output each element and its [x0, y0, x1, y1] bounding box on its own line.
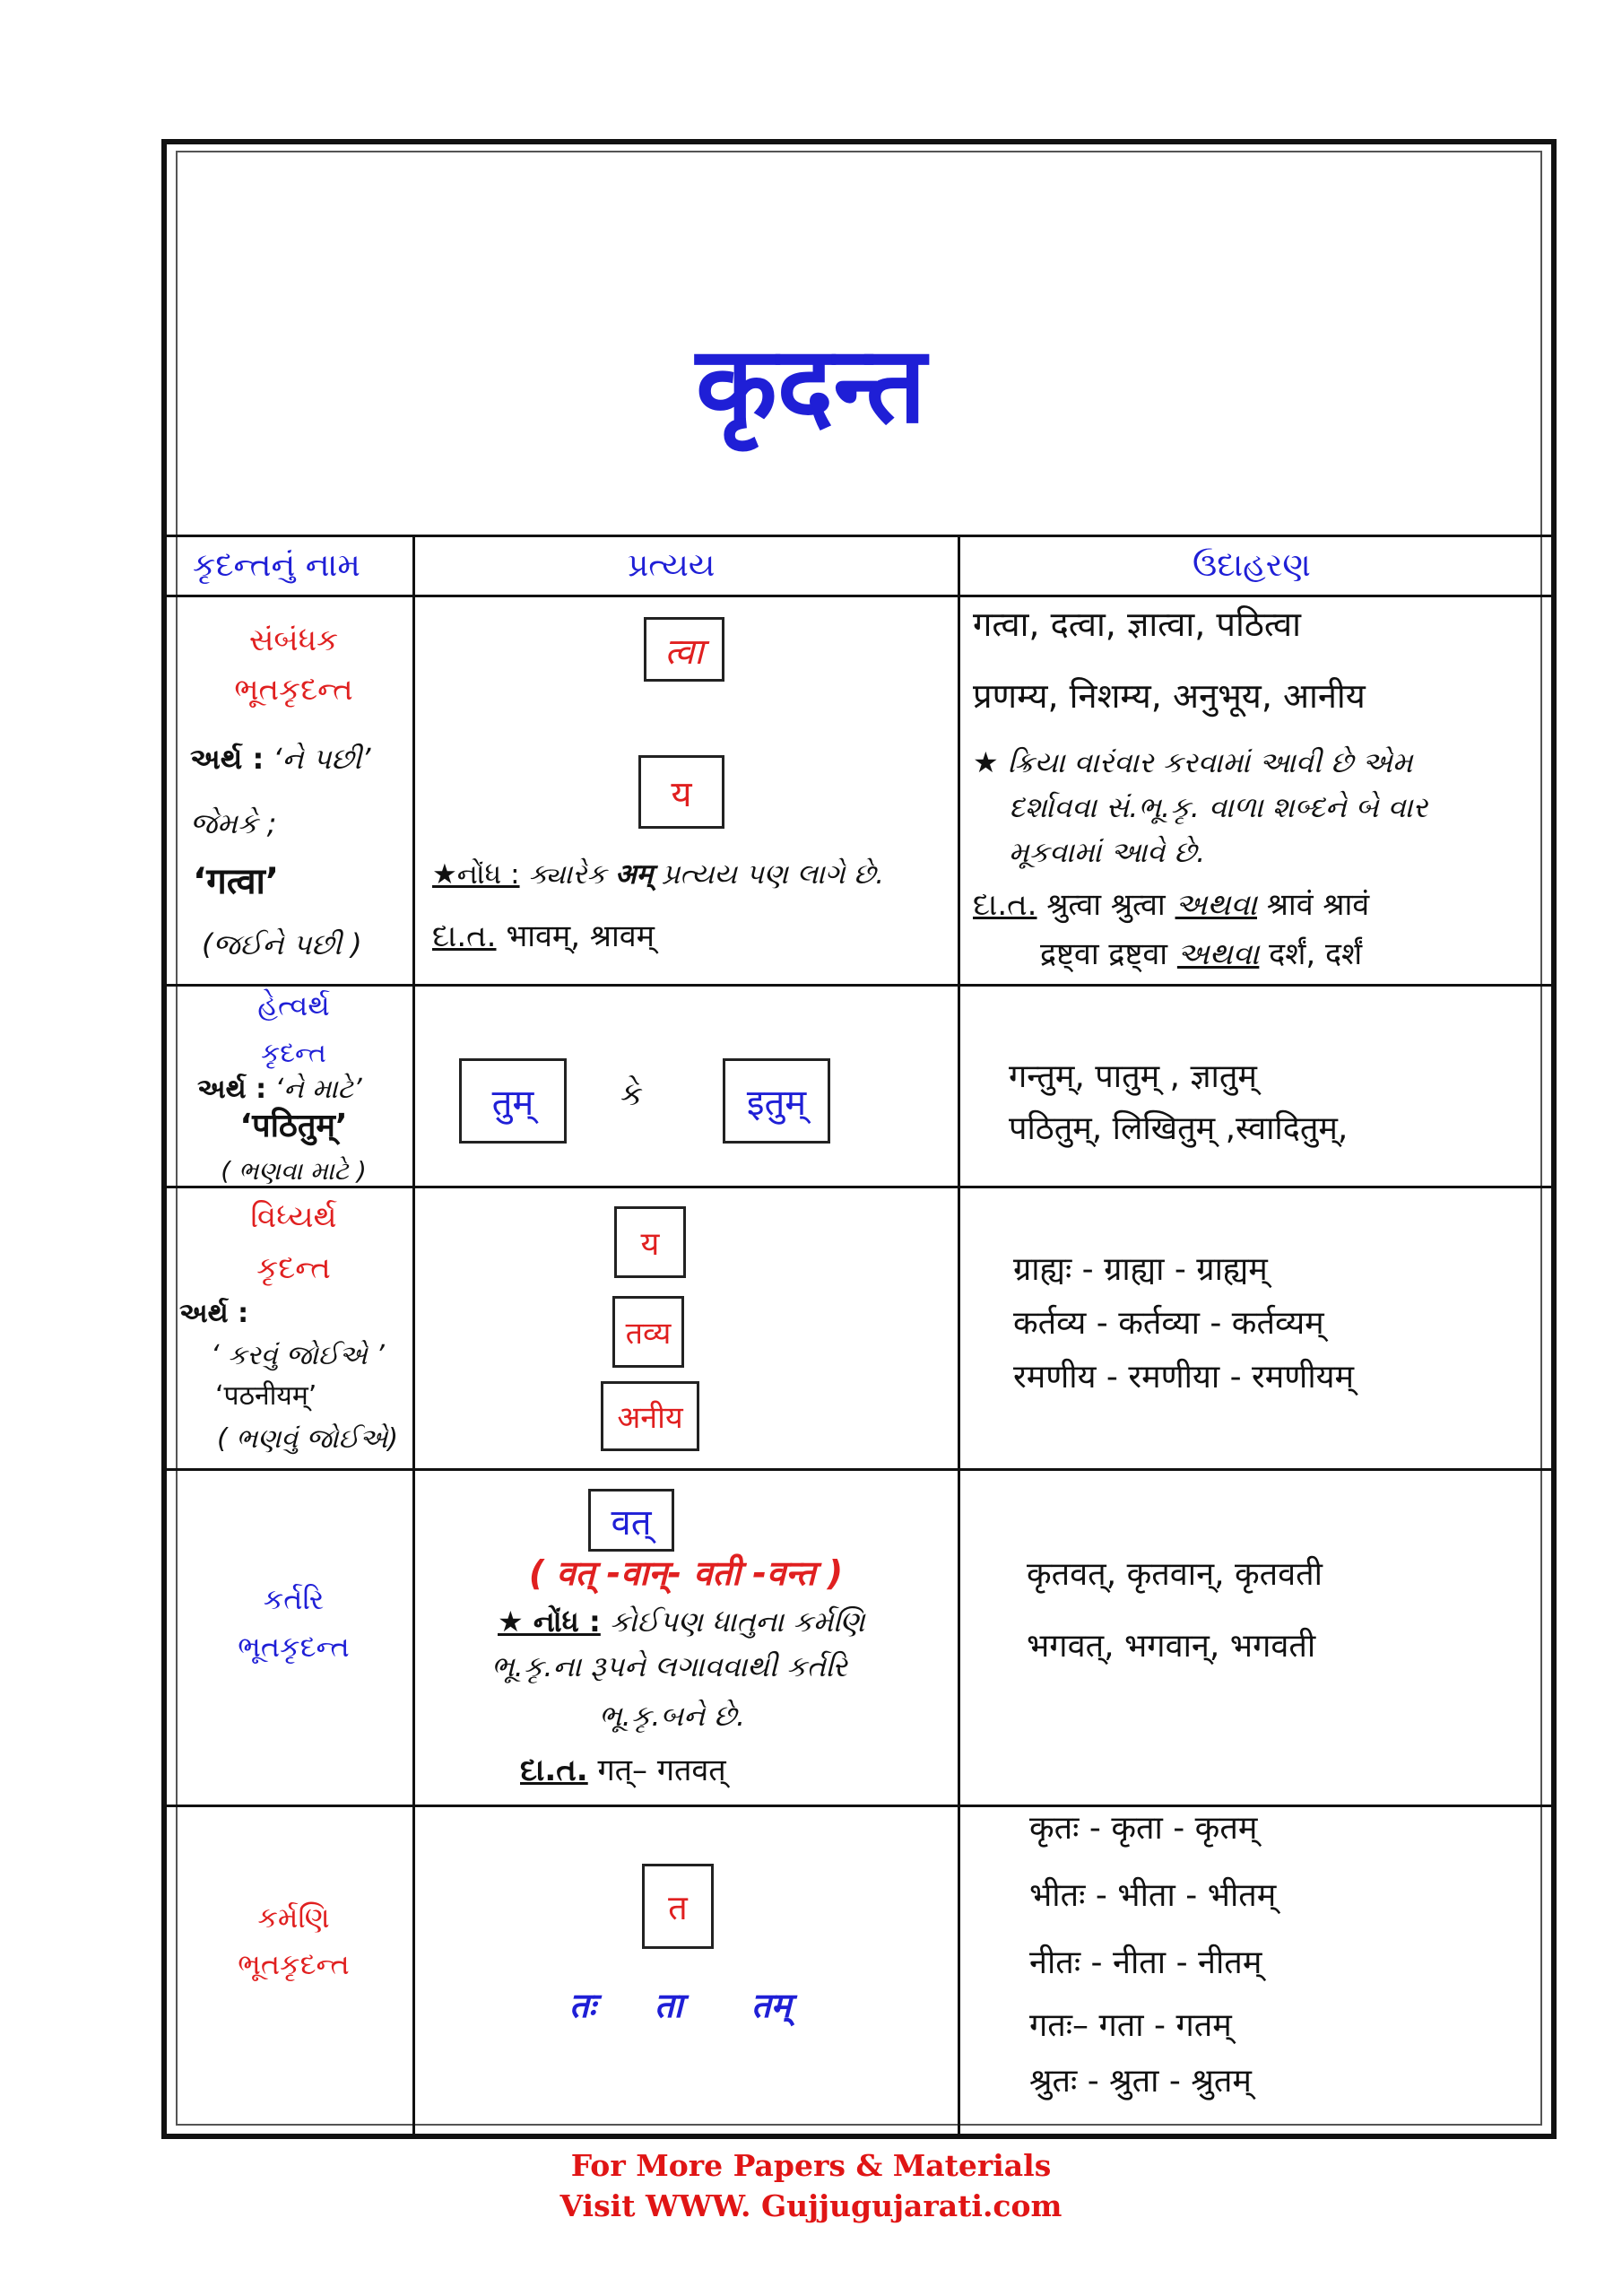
r5-form-3: तम्	[751, 1986, 792, 2025]
header-suffix: પ્રત્યય	[628, 547, 716, 584]
r1-ex-note1: ★ ક્રિયા વારંવાર કરવામાં આવી છે એમ	[973, 745, 1413, 779]
r1-ex-note3: મૂકવામાં આવે છે.	[1009, 835, 1206, 869]
r5-form-2: ता	[655, 1986, 683, 2025]
r3-artha-value: ‘ કરવું જોઈએ ’	[211, 1340, 385, 1371]
row-divider	[167, 1186, 1551, 1188]
r1-note-pre: ક્યારેક	[528, 858, 607, 891]
r4-dt-value: गत्– गतवत्	[597, 1752, 726, 1788]
r2-artha-value: ‘ને માટે’	[274, 1074, 362, 1105]
r4-suffix-box: वत्	[588, 1489, 674, 1552]
r3-ex3: रमणीय - रमणीया - रमणीयम्	[1013, 1359, 1355, 1396]
r1-suffix-box-1: त्वा	[644, 617, 724, 682]
column-divider	[412, 535, 415, 2135]
r3-suffix-box-3: अनीय	[601, 1381, 699, 1451]
r1-ex-line4b: श्रावं श्रावं	[1266, 887, 1370, 923]
r3-example-word: ‘पठनीयम्’	[215, 1380, 317, 1412]
r4-note3: ભૂ.કૃ.બને છે.	[599, 1699, 746, 1733]
r3-suffix-box-1: य	[614, 1206, 686, 1278]
r3-ex2: कर्तव्य - कर्तव्या - कर्तव्यम्	[1013, 1305, 1324, 1342]
r2-ke: કે	[620, 1076, 644, 1113]
r4-forms: ( वत् -वान्- वती -वन्त )	[528, 1553, 844, 1593]
r1-note-am: अम्	[614, 858, 654, 891]
r2-example-word: ‘पठितुम्’	[239, 1108, 348, 1144]
footer-line-1: For More Papers & Materials	[570, 2148, 1052, 2183]
page-title: कृदन्त	[696, 323, 926, 447]
r1-suffix-box-2: य	[638, 755, 724, 829]
r2-suffix-box-2: इतुम्	[723, 1058, 830, 1144]
r5-ex4: गतः– गता - गतम्	[1029, 2007, 1232, 2044]
r1-artha-value: ‘ને પછી’	[273, 742, 371, 776]
r3-example-meaning: ( ભણવું જોઈએ)	[217, 1423, 399, 1455]
r1-name1: સંબંધક	[248, 622, 339, 658]
r5-form-1: तः	[569, 1986, 596, 2025]
r3-name1: વિધ્યર્થ	[250, 1199, 337, 1235]
header-name: કૃદન્તનું નામ	[193, 547, 360, 584]
header-example: ઉદાહરણ	[1193, 547, 1311, 584]
r1-note	[432, 859, 884, 891]
r1-ex-line5	[1040, 937, 1362, 972]
r1-name2: ભૂતકૃદન્ત	[234, 672, 353, 708]
r1-artha	[190, 743, 370, 776]
r1-artha-label: અર્થ :	[190, 742, 265, 776]
r1-ex-athva-2: અથવા	[1176, 936, 1260, 972]
r1-dt-label: દા.ત.	[432, 918, 497, 954]
r5-ex3: नीतः - नीता - नीतम्	[1029, 1944, 1262, 1981]
row-divider	[167, 1805, 1551, 1807]
column-divider	[958, 535, 960, 2135]
r3-artha: અર્થ :	[179, 1298, 249, 1329]
r4-ex2: भगवत्, भगवान्, भगवती	[1027, 1628, 1316, 1665]
r1-note-post: પ્રત્યય પણ લાગે છે.	[662, 858, 885, 891]
r4-ex1: कृतवत्, कृतवान्, कृतवती	[1027, 1556, 1323, 1593]
r1-ex1: गत्वा, दत्वा, ज्ञात्वा, पठित्वा	[973, 604, 1301, 644]
row-divider	[167, 984, 1551, 987]
r1-ex-line4	[973, 888, 1369, 923]
r4-note-label: ★ નોંધ :	[498, 1605, 601, 1639]
r4-dt-label: દા.ત.	[520, 1752, 588, 1788]
r4-dt	[520, 1753, 726, 1788]
r1-dt	[432, 919, 655, 954]
r2-ex1: गन्तुम्, पातुम् , ज्ञातुम्	[1009, 1058, 1257, 1095]
r1-jemke: જેમકે ;	[190, 806, 277, 840]
row-divider	[167, 535, 1551, 537]
r1-ex-line4a: श्रुत्वा श्रुत्वा	[1046, 887, 1166, 923]
r5-ex2: भीतः - भीता - भीतम्	[1029, 1877, 1277, 1914]
r1-example-meaning: (જઈને પછી )	[202, 927, 362, 961]
r2-name1: હેત્વર્થ	[257, 988, 330, 1022]
footer-line-2[interactable]: Visit WWW. Gujjugujarati.com	[559, 2188, 1063, 2223]
r1-dt-value: भावम्, श्रावम्	[506, 918, 655, 954]
row-divider	[167, 1468, 1551, 1471]
r2-name2: કૃદન્ત	[261, 1038, 326, 1069]
r4-name2: ભૂતકૃદન્ત	[238, 1630, 350, 1664]
r2-example-meaning: ( ભણવા માટે )	[221, 1156, 367, 1186]
r5-name1: કર્મણિ	[257, 1900, 330, 1935]
row-divider	[167, 595, 1551, 597]
r1-ex-line5a: द्रष्ट्वा द्रष्ट्वा	[1040, 936, 1168, 972]
r1-ex-line5b: दर्शं, दर्शं	[1269, 936, 1363, 972]
r3-ex1: ग्राह्यः - ग्राह्या - ग्राह्यम्	[1013, 1251, 1268, 1288]
r4-name1: કર્તરિ	[263, 1582, 325, 1616]
r5-name2: ભૂતકૃદન્ત	[238, 1947, 350, 1981]
r1-ex-dt-label: દા.ત.	[973, 887, 1037, 923]
r1-example-word: ‘गत्वा’	[193, 861, 280, 902]
r1-ex-note2: દર્શાવવા સં.ભૂ.કૃ. વાળા શબ્દને બે વાર	[1009, 790, 1428, 824]
r4-note	[498, 1605, 865, 1639]
r2-suffix-box-1: तुम्	[459, 1058, 567, 1144]
r3-name2: કૃદન્ત	[256, 1250, 331, 1286]
r4-note2: ભૂ.કૃ.ના રૂપને લગાવવાથી કર્તરિ	[491, 1649, 847, 1683]
r2-artha-label: અર્થ :	[197, 1074, 267, 1105]
r5-ex5: श्रुतः - श्रुता - श्रुतम्	[1029, 2063, 1252, 2100]
r5-suffix-box: त	[642, 1864, 714, 1949]
r1-ex2: प्रणम्य, निशम्य, अनुभूय, आनीय	[973, 676, 1366, 716]
r4-note1: કોઈપણ ધાતુના કર્મણિ	[609, 1605, 865, 1639]
r2-ex2: पठितुम्, लिखितुम् ,स्वादितुम्,	[1009, 1110, 1349, 1147]
r5-ex1: कृतः - कृता - कृतम्	[1029, 1810, 1258, 1847]
r1-ex-athva: અથવા	[1175, 887, 1257, 923]
r1-note-label: ★નોંધ :	[432, 858, 520, 891]
r2-artha	[197, 1074, 362, 1106]
r3-suffix-box-2: तव्य	[612, 1296, 684, 1368]
